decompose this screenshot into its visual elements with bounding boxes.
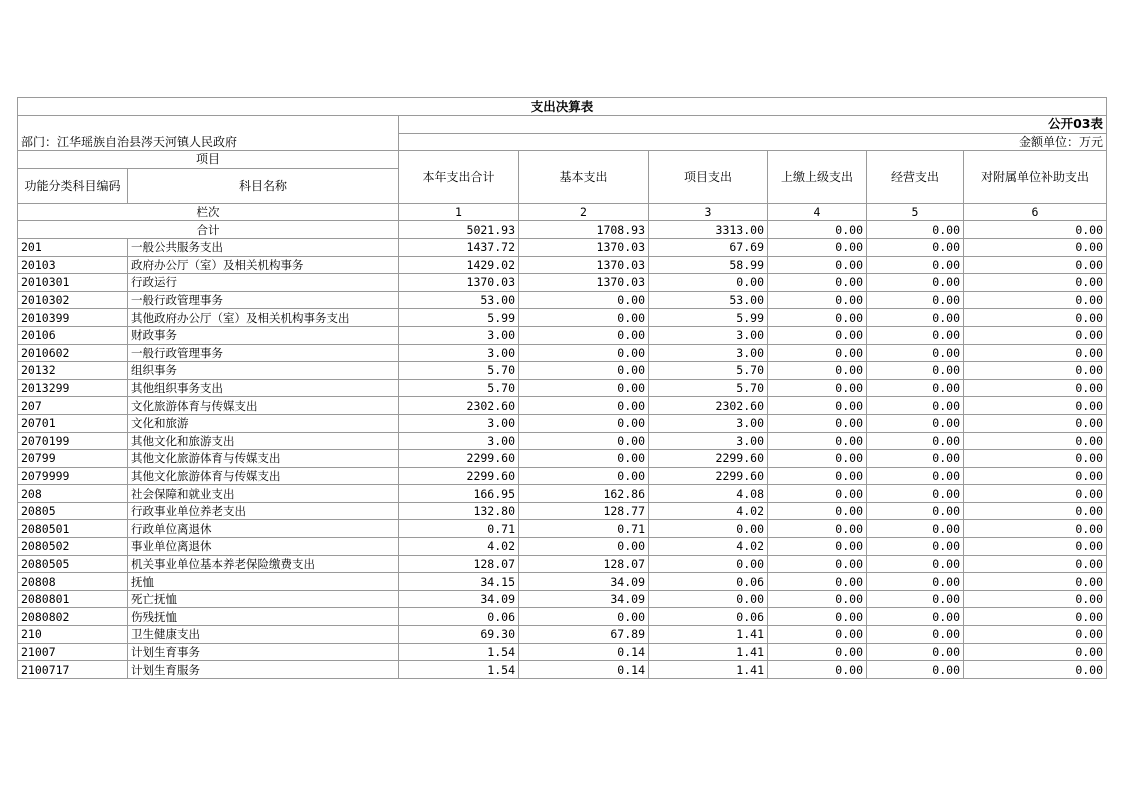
amount-cell: 0.00	[768, 362, 867, 380]
amount-cell: 0.00	[768, 450, 867, 468]
subject-code: 2080802	[18, 608, 128, 626]
amount-cell: 0.00	[768, 467, 867, 485]
table-row	[18, 590, 1107, 608]
amount-cell: 5.99	[399, 309, 519, 327]
total-value: 1708.93	[519, 221, 649, 239]
table-row	[18, 555, 1107, 573]
amount-cell: 0.00	[964, 467, 1107, 485]
subject-name: 卫生健康支出	[128, 626, 399, 644]
amount-cell: 2299.60	[399, 450, 519, 468]
subject-name: 社会保障和就业支出	[128, 485, 399, 503]
amount-cell: 0.00	[768, 643, 867, 661]
amount-cell: 2302.60	[649, 397, 768, 415]
amount-cell: 4.02	[649, 538, 768, 556]
amount-cell: 0.00	[768, 502, 867, 520]
table-row	[18, 467, 1107, 485]
amount-cell: 0.00	[768, 309, 867, 327]
amount-cell: 0.00	[519, 608, 649, 626]
subject-name: 其他政府办公厅（室）及相关机构事务支出	[128, 309, 399, 327]
amount-cell: 0.00	[867, 238, 964, 256]
subject-code: 20106	[18, 326, 128, 344]
amount-cell: 1429.02	[399, 256, 519, 274]
amount-cell: 0.00	[964, 450, 1107, 468]
total-value: 0.00	[768, 221, 867, 239]
subject-code: 2013299	[18, 379, 128, 397]
header-total: 本年支出合计	[399, 151, 519, 204]
amount-cell: 0.00	[964, 432, 1107, 450]
amount-cell: 0.00	[519, 362, 649, 380]
header-name: 科目名称	[128, 168, 399, 203]
amount-cell: 34.09	[399, 590, 519, 608]
total-value: 0.00	[964, 221, 1107, 239]
amount-cell: 0.00	[964, 502, 1107, 520]
subject-code: 201	[18, 238, 128, 256]
amount-cell: 128.77	[519, 502, 649, 520]
amount-cell: 0.06	[649, 573, 768, 591]
amount-cell: 1437.72	[399, 238, 519, 256]
amount-cell: 5.70	[649, 362, 768, 380]
amount-cell: 0.00	[964, 485, 1107, 503]
amount-cell: 0.00	[649, 520, 768, 538]
subject-code: 2010301	[18, 274, 128, 292]
amount-cell: 0.06	[649, 608, 768, 626]
amount-cell: 0.00	[964, 309, 1107, 327]
amount-cell: 0.00	[768, 379, 867, 397]
amount-cell: 3.00	[649, 344, 768, 362]
amount-cell: 0.00	[649, 555, 768, 573]
amount-cell: 0.00	[867, 555, 964, 573]
table-row	[18, 450, 1107, 468]
subject-code: 20103	[18, 256, 128, 274]
total-value: 3313.00	[649, 221, 768, 239]
amount-cell: 0.00	[964, 362, 1107, 380]
table-row	[18, 626, 1107, 644]
subject-code: 20701	[18, 414, 128, 432]
amount-cell: 0.00	[867, 309, 964, 327]
amount-cell: 162.86	[519, 485, 649, 503]
amount-cell: 0.00	[867, 414, 964, 432]
subject-code: 2080501	[18, 520, 128, 538]
table-row	[18, 502, 1107, 520]
amount-cell: 128.07	[519, 555, 649, 573]
amount-cell: 166.95	[399, 485, 519, 503]
amount-cell: 2302.60	[399, 397, 519, 415]
table-row	[18, 274, 1107, 292]
amount-cell: 0.00	[519, 326, 649, 344]
amount-cell: 1.41	[649, 661, 768, 679]
amount-cell: 3.00	[399, 326, 519, 344]
amount-cell: 3.00	[399, 344, 519, 362]
amount-cell: 0.00	[867, 467, 964, 485]
amount-cell: 0.00	[964, 590, 1107, 608]
amount-cell: 0.00	[768, 626, 867, 644]
amount-cell: 1.41	[649, 643, 768, 661]
subject-name: 一般公共服务支出	[128, 238, 399, 256]
amount-cell: 0.00	[768, 485, 867, 503]
subject-name: 行政运行	[128, 274, 399, 292]
amount-cell: 0.00	[768, 590, 867, 608]
total-value: 0.00	[867, 221, 964, 239]
amount-cell: 0.00	[519, 414, 649, 432]
header-item: 项目	[18, 151, 399, 169]
column-index: 2	[519, 203, 649, 221]
amount-cell: 2299.60	[649, 450, 768, 468]
amount-cell: 34.09	[519, 590, 649, 608]
subject-name: 政府办公厅（室）及相关机构事务	[128, 256, 399, 274]
subject-code: 2080502	[18, 538, 128, 556]
amount-cell: 0.00	[867, 520, 964, 538]
amount-cell: 0.00	[964, 274, 1107, 292]
subject-name: 一般行政管理事务	[128, 291, 399, 309]
amount-cell: 0.00	[964, 626, 1107, 644]
amount-cell: 1370.03	[519, 256, 649, 274]
amount-cell: 5.70	[649, 379, 768, 397]
amount-cell: 0.00	[964, 555, 1107, 573]
subject-name: 文化旅游体育与传媒支出	[128, 397, 399, 415]
subject-code: 21007	[18, 643, 128, 661]
subject-name: 一般行政管理事务	[128, 344, 399, 362]
amount-cell: 0.00	[964, 608, 1107, 626]
header-upper: 上缴上级支出	[768, 151, 867, 204]
form-number: 公开03表	[399, 116, 1107, 134]
subject-code: 20132	[18, 362, 128, 380]
amount-cell: 2299.60	[399, 467, 519, 485]
amount-cell: 3.00	[649, 432, 768, 450]
subject-name: 财政事务	[128, 326, 399, 344]
subject-name: 组织事务	[128, 362, 399, 380]
amount-cell: 1.54	[399, 643, 519, 661]
amount-cell: 128.07	[399, 555, 519, 573]
amount-cell: 0.00	[519, 450, 649, 468]
subject-name: 事业单位离退休	[128, 538, 399, 556]
subject-code: 208	[18, 485, 128, 503]
amount-cell: 132.80	[399, 502, 519, 520]
amount-cell: 1370.03	[519, 238, 649, 256]
amount-cell: 0.00	[867, 608, 964, 626]
amount-cell: 0.00	[867, 450, 964, 468]
amount-cell: 0.00	[519, 291, 649, 309]
amount-cell: 4.02	[399, 538, 519, 556]
amount-cell: 5.99	[649, 309, 768, 327]
table-row	[18, 538, 1107, 556]
amount-cell: 0.00	[867, 397, 964, 415]
amount-cell: 0.00	[867, 590, 964, 608]
amount-cell: 0.00	[768, 432, 867, 450]
subject-code: 20799	[18, 450, 128, 468]
header-subsidy: 对附属单位补助支出	[964, 151, 1107, 204]
subject-name: 其他文化旅游体育与传媒支出	[128, 450, 399, 468]
amount-cell: 0.00	[867, 485, 964, 503]
amount-cell: 0.00	[867, 538, 964, 556]
amount-cell: 0.00	[964, 379, 1107, 397]
amount-cell: 67.69	[649, 238, 768, 256]
amount-cell: 0.14	[519, 643, 649, 661]
amount-cell: 1370.03	[399, 274, 519, 292]
amount-cell: 0.00	[519, 432, 649, 450]
subject-code: 2100717	[18, 661, 128, 679]
amount-cell: 1370.03	[519, 274, 649, 292]
amount-cell: 0.00	[519, 309, 649, 327]
subject-code: 2080505	[18, 555, 128, 573]
amount-cell: 0.00	[867, 344, 964, 362]
amount-cell: 0.00	[768, 326, 867, 344]
column-index-label: 栏次	[18, 203, 399, 221]
subject-code: 2010602	[18, 344, 128, 362]
amount-cell: 0.00	[964, 344, 1107, 362]
column-index: 5	[867, 203, 964, 221]
amount-cell: 53.00	[399, 291, 519, 309]
department-label: 部门：江华瑶族自治县涔天河镇人民政府	[18, 133, 399, 151]
column-index: 4	[768, 203, 867, 221]
table-row	[18, 397, 1107, 415]
subject-name: 其他文化和旅游支出	[128, 432, 399, 450]
amount-cell: 0.00	[867, 432, 964, 450]
amount-cell: 3.00	[649, 414, 768, 432]
amount-cell: 58.99	[649, 256, 768, 274]
amount-cell: 0.00	[768, 397, 867, 415]
table-row	[18, 643, 1107, 661]
amount-cell: 0.00	[867, 626, 964, 644]
amount-cell: 0.00	[768, 661, 867, 679]
amount-cell: 0.00	[768, 291, 867, 309]
amount-cell: 0.00	[964, 520, 1107, 538]
table-row	[18, 238, 1107, 256]
amount-cell: 1.41	[649, 626, 768, 644]
table-row	[18, 608, 1107, 626]
amount-cell: 0.00	[964, 291, 1107, 309]
subject-code: 207	[18, 397, 128, 415]
amount-cell: 1.54	[399, 661, 519, 679]
amount-cell: 0.00	[964, 397, 1107, 415]
amount-cell: 0.00	[964, 256, 1107, 274]
table-row	[18, 414, 1107, 432]
table-row	[18, 326, 1107, 344]
header-basic: 基本支出	[519, 151, 649, 204]
amount-cell: 0.00	[867, 256, 964, 274]
amount-cell: 0.00	[768, 414, 867, 432]
table-row	[18, 256, 1107, 274]
amount-cell: 67.89	[519, 626, 649, 644]
table-row	[18, 573, 1107, 591]
amount-cell: 0.00	[867, 291, 964, 309]
table-row	[18, 309, 1107, 327]
amount-cell: 0.00	[867, 661, 964, 679]
amount-cell: 2299.60	[649, 467, 768, 485]
amount-cell: 0.00	[519, 397, 649, 415]
amount-cell: 0.00	[867, 362, 964, 380]
column-index: 3	[649, 203, 768, 221]
amount-cell: 0.00	[867, 573, 964, 591]
amount-cell: 0.00	[519, 538, 649, 556]
amount-cell: 0.00	[867, 326, 964, 344]
amount-cell: 0.00	[519, 467, 649, 485]
amount-cell: 0.00	[768, 573, 867, 591]
unit-label: 金额单位：万元	[399, 133, 1107, 151]
subject-name: 伤残抚恤	[128, 608, 399, 626]
subject-code: 2010302	[18, 291, 128, 309]
amount-cell: 53.00	[649, 291, 768, 309]
total-value: 5021.93	[399, 221, 519, 239]
subject-name: 抚恤	[128, 573, 399, 591]
amount-cell: 0.00	[768, 344, 867, 362]
amount-cell: 0.00	[649, 590, 768, 608]
amount-cell: 0.00	[867, 379, 964, 397]
amount-cell: 0.00	[867, 502, 964, 520]
amount-cell: 0.00	[768, 520, 867, 538]
subject-code: 20808	[18, 573, 128, 591]
amount-cell: 0.00	[964, 238, 1107, 256]
subject-name: 计划生育事务	[128, 643, 399, 661]
amount-cell: 0.00	[964, 573, 1107, 591]
amount-cell: 4.08	[649, 485, 768, 503]
amount-cell: 5.70	[399, 379, 519, 397]
table-title: 支出决算表	[18, 98, 1107, 116]
subject-code: 20805	[18, 502, 128, 520]
table-row	[18, 344, 1107, 362]
table-row	[18, 661, 1107, 679]
subject-code: 2010399	[18, 309, 128, 327]
amount-cell: 0.00	[867, 643, 964, 661]
subject-name: 计划生育服务	[128, 661, 399, 679]
amount-cell: 3.00	[399, 414, 519, 432]
subject-code: 2070199	[18, 432, 128, 450]
table-row	[18, 485, 1107, 503]
amount-cell: 0.00	[768, 555, 867, 573]
amount-cell: 5.70	[399, 362, 519, 380]
header-project: 项目支出	[649, 151, 768, 204]
subject-code: 210	[18, 626, 128, 644]
subject-code: 2079999	[18, 467, 128, 485]
amount-cell: 0.71	[519, 520, 649, 538]
subject-name: 文化和旅游	[128, 414, 399, 432]
amount-cell: 0.00	[964, 326, 1107, 344]
amount-cell: 0.14	[519, 661, 649, 679]
amount-cell: 0.00	[867, 274, 964, 292]
amount-cell: 0.00	[768, 274, 867, 292]
table-row	[18, 362, 1107, 380]
header-code: 功能分类科目编码	[18, 168, 128, 203]
subject-name: 死亡抚恤	[128, 590, 399, 608]
amount-cell: 0.00	[964, 414, 1107, 432]
amount-cell: 0.00	[519, 344, 649, 362]
amount-cell: 0.06	[399, 608, 519, 626]
header-business: 经营支出	[867, 151, 964, 204]
subject-code: 2080801	[18, 590, 128, 608]
amount-cell: 0.00	[768, 238, 867, 256]
subject-name: 行政事业单位养老支出	[128, 502, 399, 520]
subject-name: 其他文化旅游体育与传媒支出	[128, 467, 399, 485]
amount-cell: 3.00	[649, 326, 768, 344]
subject-name: 行政单位离退休	[128, 520, 399, 538]
amount-cell: 3.00	[399, 432, 519, 450]
amount-cell: 4.02	[649, 502, 768, 520]
amount-cell: 0.00	[768, 608, 867, 626]
amount-cell: 69.30	[399, 626, 519, 644]
table-row	[18, 432, 1107, 450]
table-row	[18, 291, 1107, 309]
table-row	[18, 520, 1107, 538]
amount-cell: 0.00	[964, 643, 1107, 661]
column-index: 6	[964, 203, 1107, 221]
total-label: 合计	[18, 221, 399, 239]
amount-cell: 0.00	[519, 379, 649, 397]
subject-name: 机关事业单位基本养老保险缴费支出	[128, 555, 399, 573]
expenditure-table	[17, 97, 1107, 679]
expenditure-statement	[17, 97, 1106, 679]
amount-cell: 0.00	[649, 274, 768, 292]
amount-cell: 0.00	[964, 661, 1107, 679]
amount-cell: 34.15	[399, 573, 519, 591]
amount-cell: 0.00	[768, 256, 867, 274]
amount-cell: 34.09	[519, 573, 649, 591]
table-row	[18, 379, 1107, 397]
amount-cell: 0.00	[768, 538, 867, 556]
amount-cell: 0.00	[964, 538, 1107, 556]
amount-cell: 0.71	[399, 520, 519, 538]
subject-name: 其他组织事务支出	[128, 379, 399, 397]
column-index: 1	[399, 203, 519, 221]
